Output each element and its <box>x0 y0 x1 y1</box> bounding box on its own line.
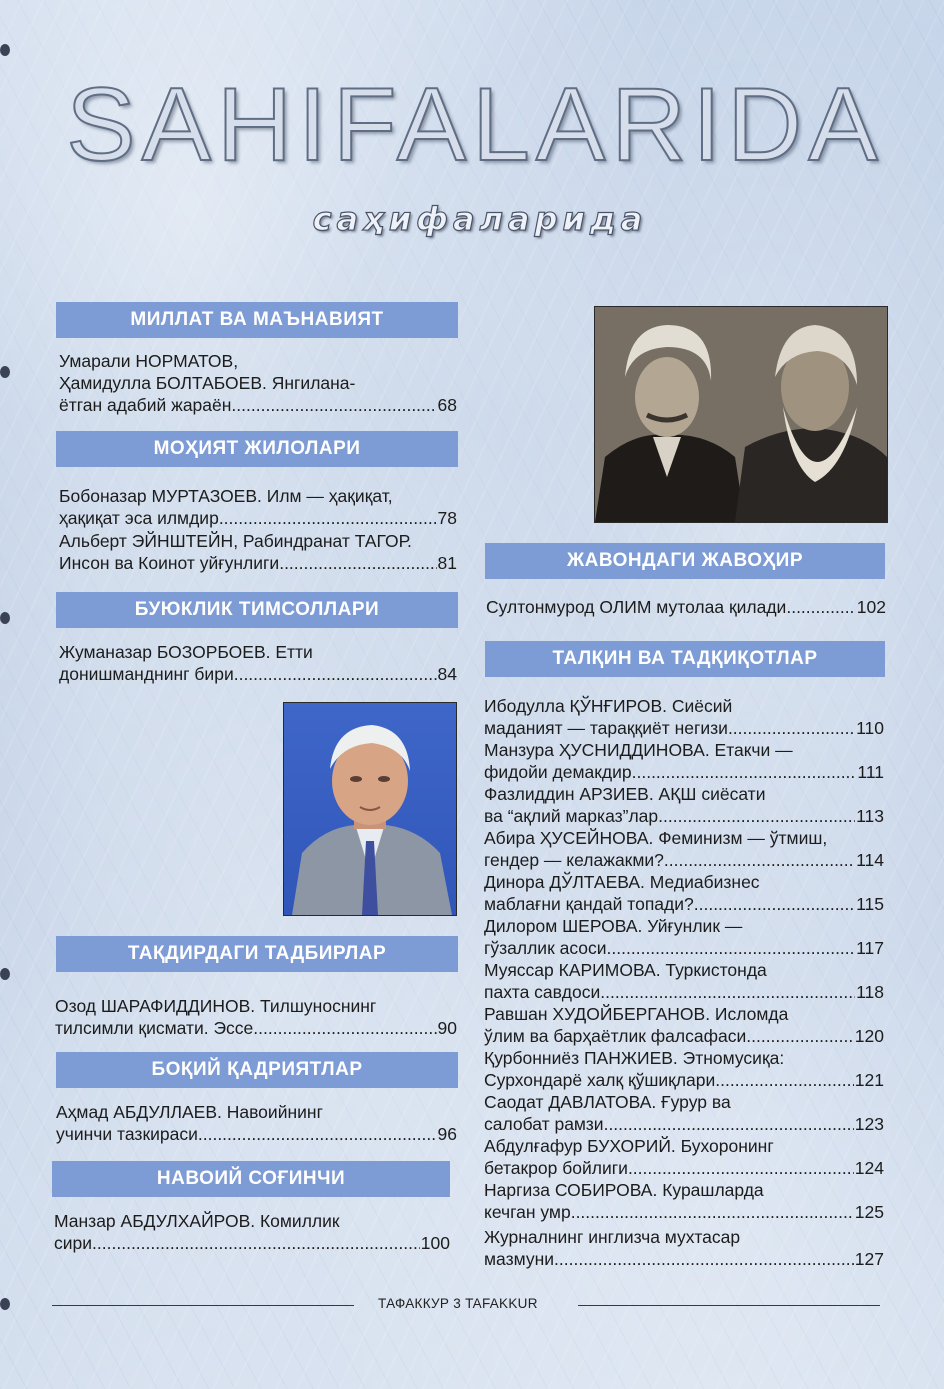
toc-page-number: 96 <box>437 1124 457 1144</box>
toc-entry-text: ётган адабий жараён <box>59 395 232 415</box>
dot-leader <box>554 1248 854 1270</box>
dot-leader <box>234 663 437 685</box>
toc-entry-text: Бобоназар МУРТАЗОЕВ. Илм — ҳақиқат, <box>59 486 393 506</box>
toc-entry-text: Султонмурод ОЛИМ мутолаа қилади <box>486 597 787 617</box>
toc-page-number: 100 <box>420 1233 450 1253</box>
toc-entry-text: Абдулғафур БУХОРИЙ. Бухоронинг <box>484 1136 774 1156</box>
dot-leader <box>715 1069 854 1091</box>
toc-entry-text: Журналнинг инглизча мухтасар <box>484 1227 741 1247</box>
toc-page-number: 90 <box>437 1018 457 1038</box>
toc-entry-text: Альберт ЭЙНШТЕЙН, Рабиндранат ТАГОР. <box>59 531 412 551</box>
toc-entry-text: сири <box>54 1233 93 1253</box>
toc-entry-text: Аҳмад АБДУЛЛАЕВ. Навоийнинг <box>56 1102 323 1122</box>
toc-entry[interactable] <box>484 1003 884 1047</box>
dot-leader <box>664 849 855 871</box>
toc-page-number: 111 <box>857 762 884 782</box>
binder-hole <box>0 44 10 56</box>
section-header-taqdir: ТАҚДИРДАГИ ТАДБИРЛАР <box>56 936 458 972</box>
toc-entry-text: фидойи демакдир <box>484 762 632 782</box>
toc-entry-text: ва “ақлий марказ”лар <box>484 806 659 826</box>
toc-entry[interactable] <box>59 350 457 416</box>
dot-leader <box>604 1113 854 1135</box>
toc-entry[interactable] <box>484 1047 884 1091</box>
section-header-boqiy: БОҚИЙ ҚАДРИЯТЛАР <box>56 1052 458 1088</box>
toc-entry-text: гўзаллик асоси <box>484 938 607 958</box>
toc-page-number: 125 <box>854 1202 884 1222</box>
toc-entry[interactable] <box>484 915 884 959</box>
toc-page-number: 84 <box>437 664 457 684</box>
author-portrait-photo <box>283 702 457 916</box>
toc-entry[interactable] <box>484 1091 884 1135</box>
toc-page-number: 102 <box>856 597 886 617</box>
toc-page-number: 127 <box>854 1249 884 1269</box>
toc-entry-text: Ибодулла ҚЎНҒИРОВ. Сиёсий <box>484 696 733 716</box>
binder-hole <box>0 612 10 624</box>
toc-page-number: 121 <box>854 1070 884 1090</box>
toc-entry[interactable] <box>59 485 457 529</box>
dot-leader <box>600 981 855 1003</box>
portrait-image <box>284 703 456 915</box>
toc-entry[interactable] <box>54 1210 450 1254</box>
footer-rule-left <box>52 1305 354 1306</box>
toc-entry-text: гендер — келажакми? <box>484 850 664 870</box>
toc-page-number: 81 <box>437 553 457 573</box>
dot-leader <box>198 1123 437 1145</box>
toc-page-number: 117 <box>856 938 884 958</box>
section-header-buyuklik: БУЮКЛИК ТИМСОЛЛАРИ <box>56 592 458 628</box>
dot-leader <box>92 1232 420 1254</box>
toc-entry[interactable] <box>55 995 457 1039</box>
toc-entry-text: Фазлиддин АРЗИЕВ. АҚШ сиёсати <box>484 784 766 804</box>
page-subtitle: саҳифаларида <box>312 200 648 238</box>
dot-leader <box>658 805 855 827</box>
toc-page-number: 114 <box>856 850 884 870</box>
toc-page-number: 78 <box>437 508 457 528</box>
binder-hole <box>0 968 10 980</box>
section-header-javon: ЖАВОНДАГИ ЖАВОҲИР <box>485 543 885 579</box>
dot-leader <box>728 717 855 739</box>
section-header-talqin: ТАЛҚИН ВА ТАДҚИҚОТЛАР <box>485 641 885 677</box>
dot-leader <box>632 761 857 783</box>
photo-image <box>595 307 887 522</box>
footer-text: ТАФАККУР 3 TAFAKKUR <box>378 1296 538 1311</box>
toc-entry-text: тилсимли қисмати. Эссе <box>55 1018 254 1038</box>
toc-entry-text: ҳақиқат эса илмдир <box>59 508 219 528</box>
dot-leader <box>694 893 855 915</box>
binder-hole <box>0 366 10 378</box>
toc-entry[interactable] <box>484 827 884 871</box>
toc-page-number: 68 <box>437 395 457 415</box>
toc-entry-text: Манзар АБДУЛХАЙРОВ. Комиллик <box>54 1211 340 1231</box>
toc-page-number: 115 <box>856 894 884 914</box>
toc-entry[interactable] <box>59 641 457 685</box>
toc-page-number: 123 <box>854 1114 884 1134</box>
toc-entry-text: Инсон ва Коинот уйғунлиги <box>59 553 280 573</box>
toc-entry-text: Дилором ШЕРОВА. Уйғунлик — <box>484 916 743 936</box>
toc-entry-text: маданият — тараққиёт негизи <box>484 718 728 738</box>
toc-entry-text: Равшан ХУДОЙБЕРГАНОВ. Исломда <box>484 1004 789 1024</box>
toc-entry[interactable] <box>484 871 884 915</box>
toc-entry[interactable] <box>486 596 886 618</box>
toc-entry-text: Динора ДЎЛТАЕВА. Медиабизнес <box>484 872 760 892</box>
toc-entry[interactable] <box>484 959 884 1003</box>
einstein-tagore-photo <box>594 306 888 523</box>
toc-entry[interactable] <box>484 1179 884 1223</box>
dot-leader <box>231 394 436 416</box>
section-header-millat: МИЛЛАТ ВА МАЪНАВИЯТ <box>56 302 458 338</box>
section-header-mohiyat: МОҲИЯТ ЖИЛОЛАРИ <box>56 431 458 467</box>
dot-leader <box>786 596 855 618</box>
dot-leader <box>571 1201 854 1223</box>
toc-entry-text: Муяссар КАРИМОВА. Туркистонда <box>484 960 767 980</box>
toc-entry-text: донишманднинг бири <box>59 664 234 684</box>
page-title: SAHIFALARIDA <box>66 67 884 183</box>
toc-entry[interactable] <box>484 783 884 827</box>
toc-entry-text: Наргиза СОБИРОВА. Курашларда <box>484 1180 764 1200</box>
toc-entry-text: Озод ШАРАФИДДИНОВ. Тилшуноснинг <box>55 996 377 1016</box>
toc-entry-text: бетакрор бойлиги <box>484 1158 628 1178</box>
toc-entry-text: Ҳамидулла БОЛТАБОЕВ. Янгилана- <box>59 373 356 393</box>
dot-leader <box>628 1157 854 1179</box>
toc-entry-text: ўлим ва барҳаётлик фалсафаси <box>484 1026 747 1046</box>
toc-page-number: 124 <box>854 1158 884 1178</box>
dot-leader <box>219 507 437 529</box>
dot-leader <box>279 552 436 574</box>
toc-entry-text: маблағни қандай топади? <box>484 894 694 914</box>
toc-entry-text: мазмуни <box>484 1249 555 1269</box>
dot-leader <box>253 1017 436 1039</box>
toc-entry[interactable] <box>59 530 457 574</box>
toc-entry-text: Сурхондарё халқ қўшиқлари <box>484 1070 716 1090</box>
toc-entry-text: Қурбонниёз ПАНЖИЕВ. Этномусиқа: <box>484 1048 785 1068</box>
toc-entry-text: Абира ҲУСЕЙНОВА. Феминизм — ўтмиш, <box>484 828 828 848</box>
toc-entry[interactable] <box>484 1226 884 1270</box>
toc-entry-text: пахта савдоси <box>484 982 601 1002</box>
toc-entry-text: Саодат ДАВЛАТОВА. Ғурур ва <box>484 1092 731 1112</box>
toc-page-number: 110 <box>856 718 884 738</box>
page-footer <box>0 1296 944 1316</box>
section-header-navoiy: НАВОИЙ СОҒИНЧИ <box>52 1161 450 1197</box>
toc-page-number: 120 <box>854 1026 884 1046</box>
toc-entry-text: салобат рамзи <box>484 1114 604 1134</box>
toc-entry-text: учинчи тазкираси <box>56 1124 198 1144</box>
footer-rule-right <box>578 1305 880 1306</box>
toc-entry-text: кечган умр <box>484 1202 571 1222</box>
toc-entry[interactable] <box>56 1101 457 1145</box>
toc-entry-text: Жуманазар БОЗОРБОЕВ. Етти <box>59 642 313 662</box>
dot-leader <box>607 937 856 959</box>
toc-page-number: 113 <box>856 806 884 826</box>
toc-page-number: 118 <box>856 982 884 1002</box>
toc-entry[interactable] <box>484 695 884 739</box>
toc-entry[interactable] <box>484 739 884 783</box>
toc-entry-text: Умарали НОРМАТОВ, <box>59 351 239 371</box>
toc-entry[interactable] <box>484 1135 884 1179</box>
toc-entry-text: Манзура ҲУСНИДДИНОВА. Етакчи — <box>484 740 793 760</box>
dot-leader <box>746 1025 854 1047</box>
